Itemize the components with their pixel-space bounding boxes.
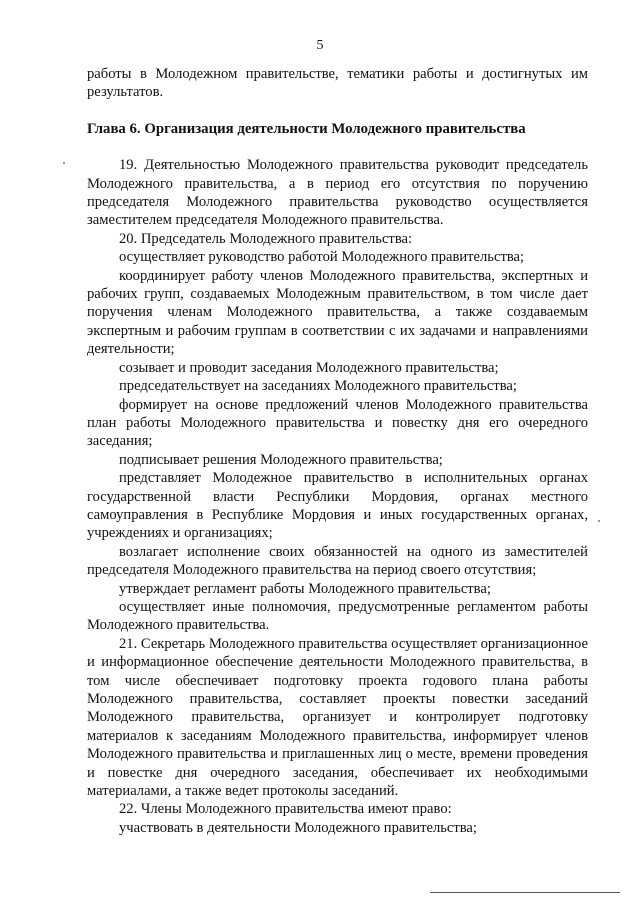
paragraph-19: 19. Деятельностью Молодежного правительства руководит председатель Молодежного правительства, а в период его отсутствия по поручению председателя Молодежного правительства руководство осуществляется заместителем председателя Молодежного правительства. — [87, 157, 588, 229]
list-item: участвовать в деятельности Молодежного правительства; — [119, 819, 477, 836]
intro-continuation: работы в Молодежном правительстве, тематики работы и достигнутых им результатов. — [87, 66, 588, 101]
paragraph-20: 20. Председатель Молодежного правительства: — [119, 230, 413, 247]
page-number: 5 — [316, 38, 324, 53]
list-item: возлагает исполнение своих обязанностей на одного из заместителей председателя Молодежного правительства на период своего отсутствия; — [87, 543, 588, 579]
footer-rule — [430, 892, 620, 893]
list-item: созывает и проводит заседания Молодежного правительства; — [119, 359, 499, 376]
list-item: осуществляет руководство работой Молодежного правительства; — [119, 249, 525, 266]
list-item: формирует на основе предложений членов Молодежного правительства план работы Молодежного правительства и повестку дня его очередного заседания; — [87, 396, 588, 450]
scan-speck — [598, 520, 600, 522]
scan-speck — [63, 162, 65, 164]
list-item: председательствует на заседаниях Молодежного правительства; — [119, 378, 517, 395]
list-item: представляет Молодежное правительство в исполнительных органах государственной власти Республики Мордовия, органах местного самоуправления в Республике Мордовия и иных государственных органах, учреждениях и организациях; — [87, 470, 588, 542]
paragraph-22: 22. Члены Молодежного правительства имеют право: — [119, 801, 452, 818]
list-item: утверждает регламент работы Молодежного правительства; — [119, 580, 491, 597]
list-item: координирует работу членов Молодежного правительства, экспертных и рабочих групп, создаваемых Молодежным правительством, в том числе дает поручения членам Молодежного правительства, а также создаваемым экспертным и рабочим группам в соответствии с их задачами и направлениями деятельности; — [87, 267, 588, 358]
paragraph-21: 21. Секретарь Молодежного правительства осуществляет организационное и информационное обеспечение деятельности Молодежного правительства, в том числе обеспечивает подготовку проекта годового плана работы Молодежного правительства, составляет проекты повестки заседаний Молодежного правительства, организует и контролирует подготовку материалов к заседаниям Молодежного правительства, информирует членов Молодежного правительства и приглашенных лиц о месте, времени проведения и повестке дня очередного заседания, обеспечивает их необходимыми материалами, а также ведет протоколы заседаний. — [87, 635, 588, 800]
list-item: осуществляет иные полномочия, предусмотренные регламентом работы Молодежного правительства. — [87, 598, 588, 634]
chapter-heading: Глава 6. Организация деятельности Молодежного правительства — [87, 120, 526, 137]
list-item: подписывает решения Молодежного правительства; — [119, 451, 443, 468]
document-body — [87, 65, 588, 837]
